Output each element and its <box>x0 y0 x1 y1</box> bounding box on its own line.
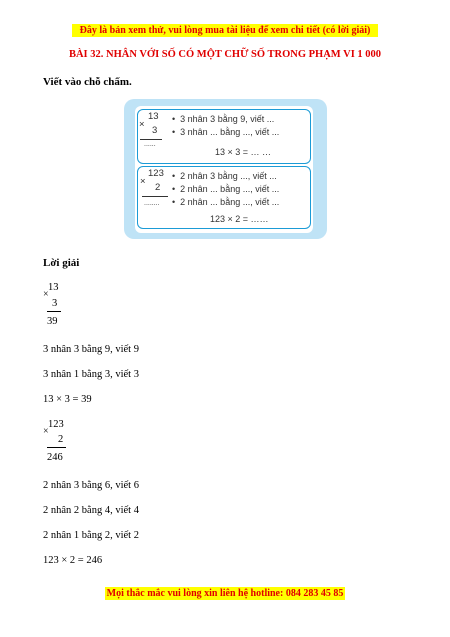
solution-2-step: 2 nhân 1 bằng 2, viết 2 <box>43 530 139 541</box>
solution-2-multiplicand: 123 <box>48 419 64 430</box>
panel-1-multiplicand: 13 <box>148 111 159 122</box>
solution-1-multiplier: 3 <box>52 298 58 309</box>
solution-2-calc-line <box>47 447 66 448</box>
solution-1-multiplicand: 13 <box>48 282 59 293</box>
panel-1-result: 13 × 3 = … … <box>215 147 272 157</box>
panel-2-times-sign: × <box>140 176 146 187</box>
solution-2-step: 2 nhân 2 bằng 4, viết 4 <box>43 505 139 516</box>
exercise-panel-1 <box>137 109 311 164</box>
panel-2-step: • 2 nhân 3 bằng ..., viết ... <box>172 170 279 183</box>
panel-1-calc-line <box>140 139 162 140</box>
panel-2-step: • 2 nhân ... bằng ..., viết ... <box>172 183 279 196</box>
hotline-footer: Mọi thắc mắc vui lòng xin liên hệ hotline: 084 283 45 85 <box>106 588 344 599</box>
panel-2-multiplicand: 123 <box>148 168 164 179</box>
solution-2-result: 123 × 2 = 246 <box>43 555 103 566</box>
solution-1-result: 13 × 3 = 39 <box>43 394 92 405</box>
solution-2-step: 2 nhân 3 bằng 6, viết 6 <box>43 480 139 491</box>
exercise-instruction: Viết vào chỗ chấm. <box>43 76 132 88</box>
panel-1-step: • 3 nhân 3 bằng 9, viết ... <box>172 113 279 126</box>
panel-1-multiplier: 3 <box>152 125 158 136</box>
preview-banner: Đây là bản xem thử, vui lòng mua tài liệu để xem chi tiết (có lời giải) <box>72 24 378 37</box>
solution-2-product: 246 <box>47 452 63 463</box>
panel-2-step: • 2 nhân ... bằng ..., viết ... <box>172 196 279 209</box>
solution-2-times-sign: × <box>43 426 49 437</box>
panel-2-steps <box>172 170 279 209</box>
exercise-panel-2 <box>137 166 311 229</box>
panel-1-step: • 3 nhân ... bằng ..., viết ... <box>172 126 279 139</box>
panel-2-dots: ........ <box>144 200 160 207</box>
solution-1-product: 39 <box>47 316 58 327</box>
solution-1-calc-line <box>47 311 61 312</box>
panel-2-result: 123 × 2 = …… <box>210 214 269 224</box>
panel-1-steps <box>172 113 279 139</box>
solution-1-times-sign: × <box>43 289 49 300</box>
panel-1-dots: ...... <box>144 141 156 148</box>
solution-2-multiplier: 2 <box>58 434 64 445</box>
panel-2-calc-line <box>142 196 168 197</box>
solution-heading: Lời giải <box>43 257 80 269</box>
solution-1-step: 3 nhân 3 bằng 9, viết 9 <box>43 344 139 355</box>
solution-1-step: 3 nhân 1 bằng 3, viết 3 <box>43 369 139 380</box>
panel-1-times-sign: × <box>139 119 145 130</box>
panel-2-multiplier: 2 <box>155 182 161 193</box>
lesson-title: BÀI 32. NHÂN VỚI SỐ CÓ MỘT CHỮ SỐ TRONG PHẠM VI 1 000 <box>68 49 382 60</box>
